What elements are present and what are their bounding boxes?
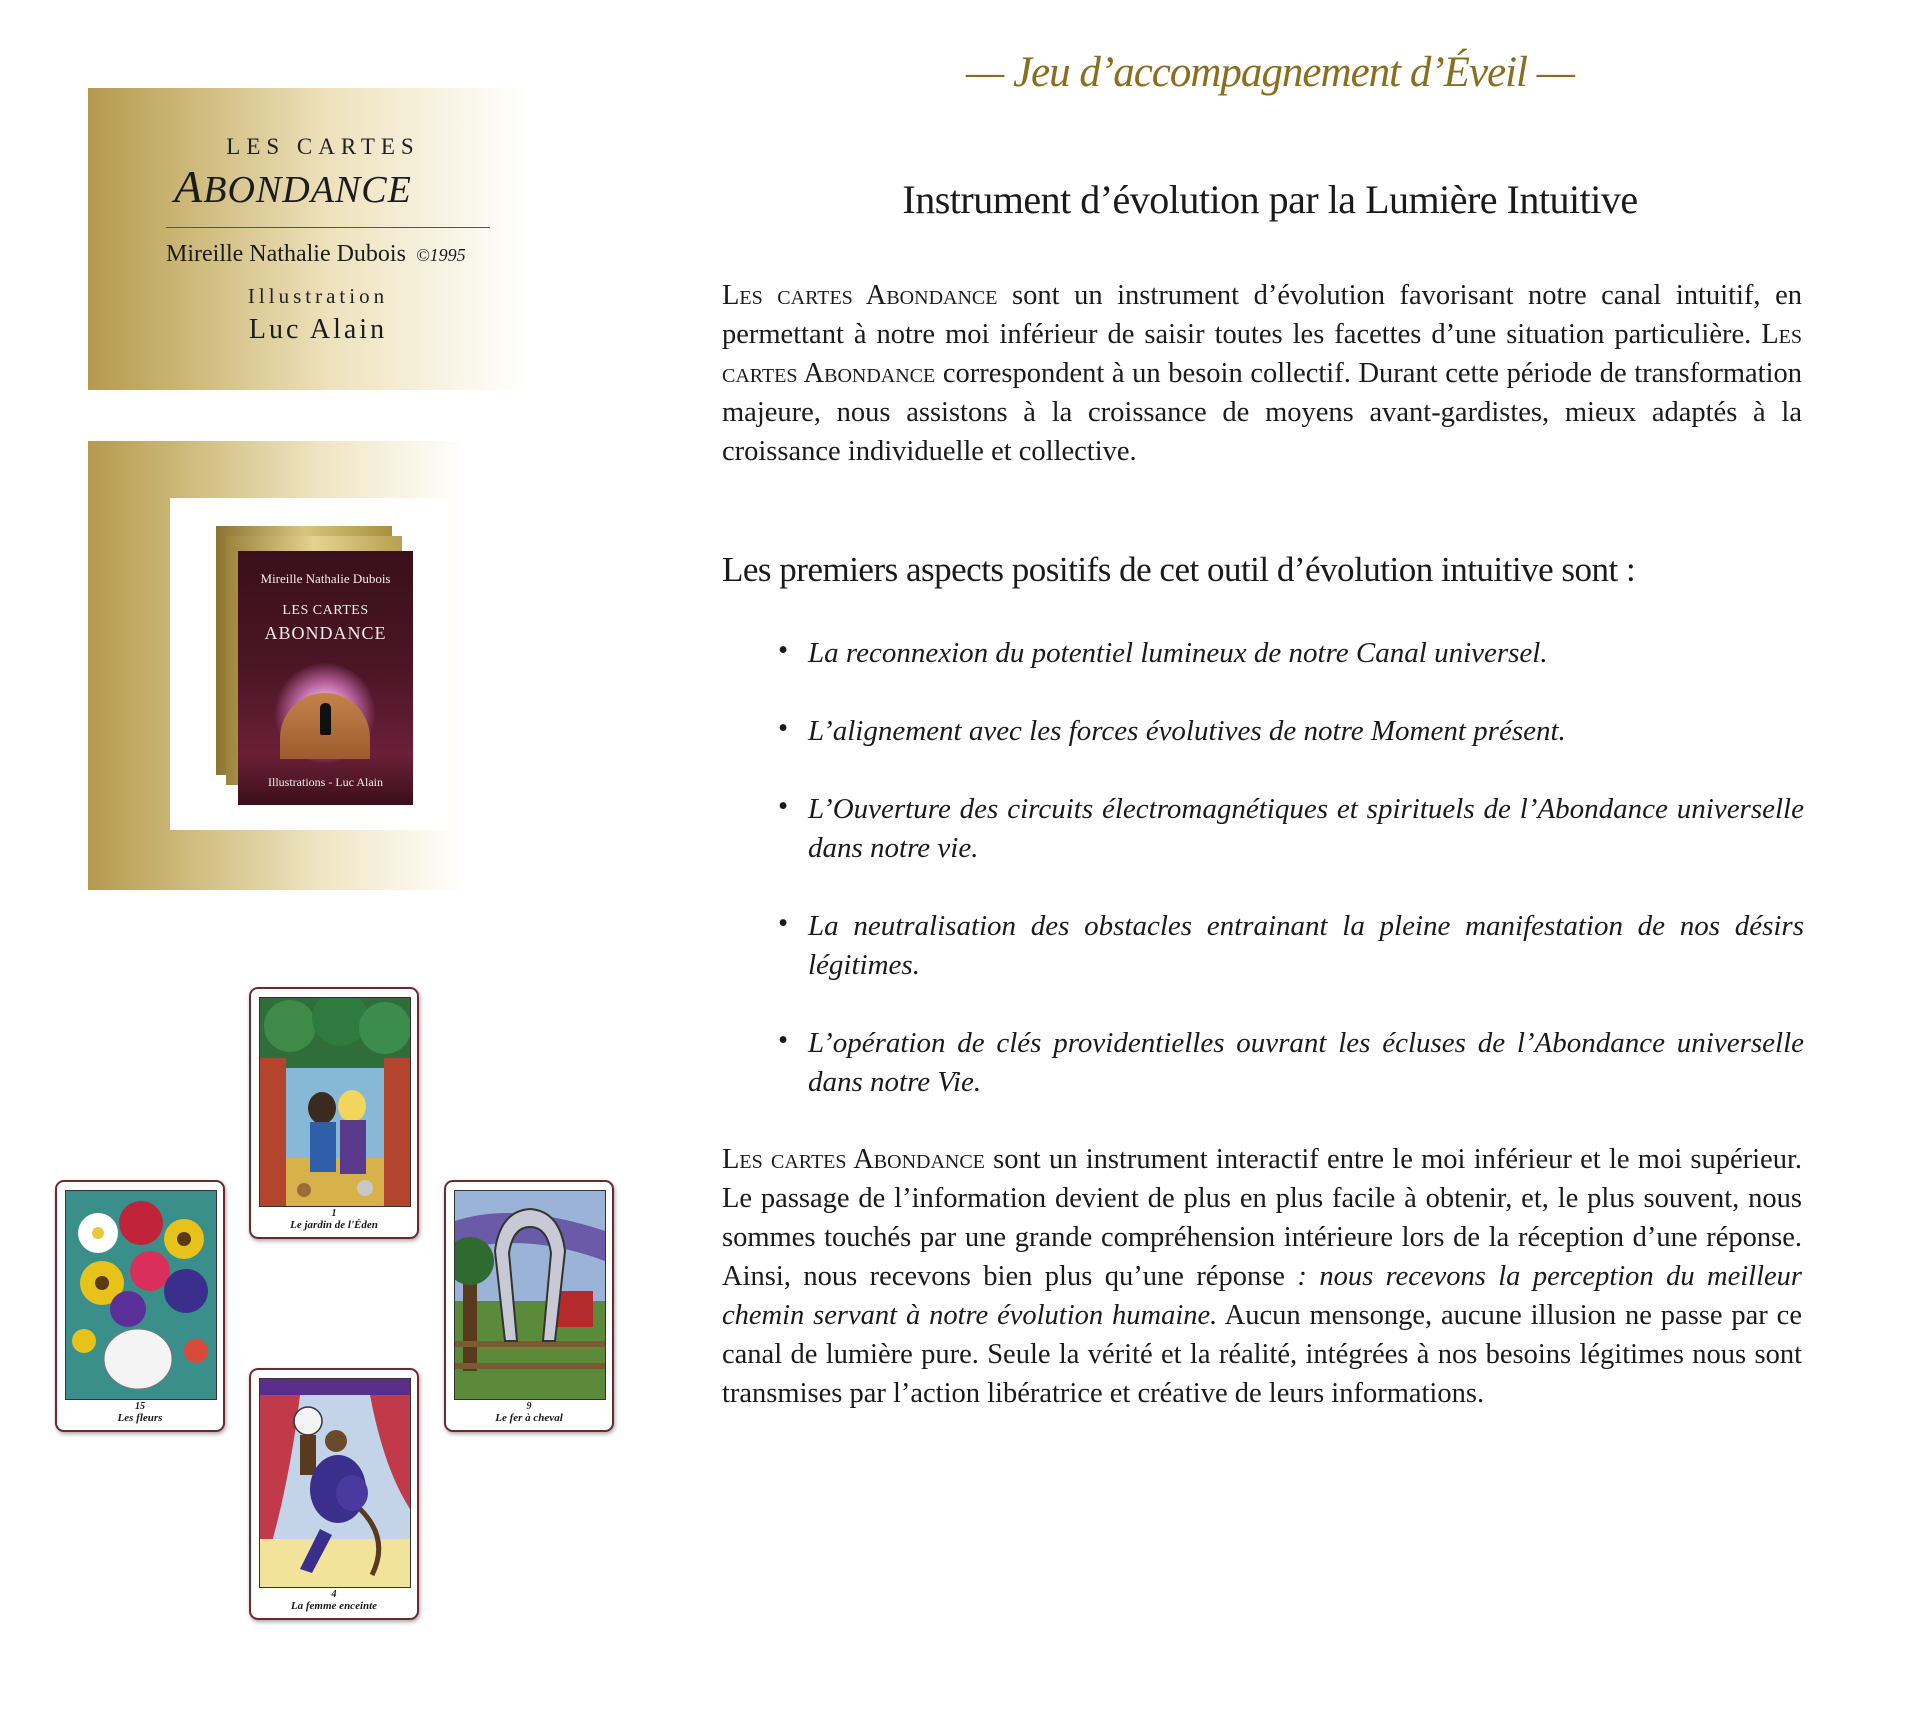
card-name: Le fer à cheval	[495, 1412, 563, 1424]
card-number: 4	[331, 1589, 337, 1600]
bullet-marker: •	[778, 712, 789, 744]
box-plate	[88, 441, 468, 890]
bullet-marker: •	[778, 634, 789, 666]
closing-italic: : nous recevons la perception du meilleur chemin servant à notre évolution humaine.	[722, 1261, 1802, 1331]
box-illustrations: Illustrations - Luc Alain	[268, 775, 383, 789]
card-la-femme-enceinte	[249, 1368, 419, 1620]
box-les-cartes: LES CARTES	[282, 603, 369, 618]
title-plate	[88, 88, 528, 390]
card-name: La femme enceinte	[290, 1600, 378, 1612]
card-number: 1	[331, 1208, 337, 1219]
card-les-fleurs	[55, 1180, 225, 1432]
card-le-jardin-de-leden	[249, 987, 419, 1239]
plate-year: ©1995	[415, 245, 466, 265]
card-box-cover	[238, 551, 413, 805]
woman-illustration	[260, 1379, 410, 1587]
bullet-marker: •	[778, 790, 789, 822]
aspects-heading: Les premiers aspects positifs de cet outil d’évolution intuitive sont :	[722, 550, 1636, 589]
horseshoe-illustration	[455, 1191, 605, 1399]
aspect-item: L’Ouverture des circuits électromagnétiques et spirituels de l’Abondance universelle dans notre vie.	[808, 793, 1804, 864]
brand-name: Les cartes Abondance	[722, 1144, 985, 1175]
intro-text-b: correspondent à un besoin collectif. Durant cette période de transformation majeure, nous assistons à la croissance de moyens avant-gardistes, mieux adaptés à la croissance individuelle et collective.	[722, 358, 1802, 467]
garden-illustration	[260, 998, 410, 1206]
bullet-marker: •	[778, 1024, 789, 1056]
card-le-fer-a-cheval	[444, 1180, 614, 1432]
brand-name: Les cartes Abondance	[722, 319, 1802, 389]
brand-name: Les cartes Abondance	[722, 280, 998, 311]
plate-author	[166, 241, 506, 268]
card-art-pregnant-woman	[259, 1378, 411, 1588]
aspect-item: L’opération de clés providentielles ouvrant les écluses de l’Abondance universelle dans notre Vie.	[808, 1027, 1804, 1098]
closing-paragraph	[722, 1140, 1802, 1413]
flowers-illustration	[66, 1191, 216, 1399]
plate-author-name: Mireille Nathalie Dubois	[166, 241, 406, 267]
aspect-item: La reconnexion du potentiel lumineux de notre Canal universel.	[808, 637, 1548, 669]
aspect-item: La neutralisation des obstacles entrainant la pleine manifestation de nos désirs légitimes.	[808, 910, 1804, 981]
plate-abondance	[88, 160, 498, 213]
closing-text-b: Aucun mensonge, aucune illusion ne passe par ce canal de lumière pure. Seule la vérité et la réalité, intégrées à nos besoins légitimes nous sont transmises par l’action libératrice et créative de leurs informations.	[722, 1300, 1802, 1409]
plate-abondance-rest: BONDANCE	[203, 169, 412, 211]
plate-abondance-initial: A	[174, 161, 204, 212]
plate-les-cartes: LES CARTES	[226, 134, 420, 159]
box-abondance: ABONDANCE	[264, 623, 387, 643]
card-art-horseshoe	[454, 1190, 606, 1400]
box-author: Mireille Nathalie Dubois	[260, 571, 391, 586]
box-walking-figure	[320, 703, 331, 735]
card-art-garden	[259, 997, 411, 1207]
plate-divider	[166, 227, 490, 228]
main-heading: Instrument d’évolution par la Lumière Intuitive	[902, 177, 1638, 222]
closing-text-a: sont un instrument interactif entre le moi inférieur et le moi supérieur. Le passage de l’information devient de plus en plus facile à obtenir, et, le plus souvent, nous sommes touchés par une grande compréhension intérieure lors de la réception d’une réponse. Ainsi, nous recevons bien plus qu’une réponse	[722, 1144, 1802, 1292]
bullet-marker: •	[778, 907, 789, 939]
plate-illustrator: Luc Alain	[248, 314, 388, 345]
plate-illustration-label: Illustration	[247, 284, 389, 308]
aspect-item: L’alignement avec les forces évolutives de notre Moment présent.	[808, 715, 1566, 747]
intro-text-a: sont un instrument d’évolution favorisant notre canal intuitif, en permettant à notre moi inférieur de saisir toutes les facettes d’une situation particulière.	[722, 280, 1802, 350]
card-art-flowers	[65, 1190, 217, 1400]
intro-paragraph	[722, 276, 1802, 471]
card-name: Le jardin de l'Éden	[290, 1219, 378, 1231]
card-number: 9	[526, 1401, 532, 1412]
card-name: Les fleurs	[117, 1412, 163, 1424]
card-number: 15	[135, 1401, 145, 1412]
tagline: — Jeu d’accompagnement d’Éveil —	[965, 49, 1574, 96]
